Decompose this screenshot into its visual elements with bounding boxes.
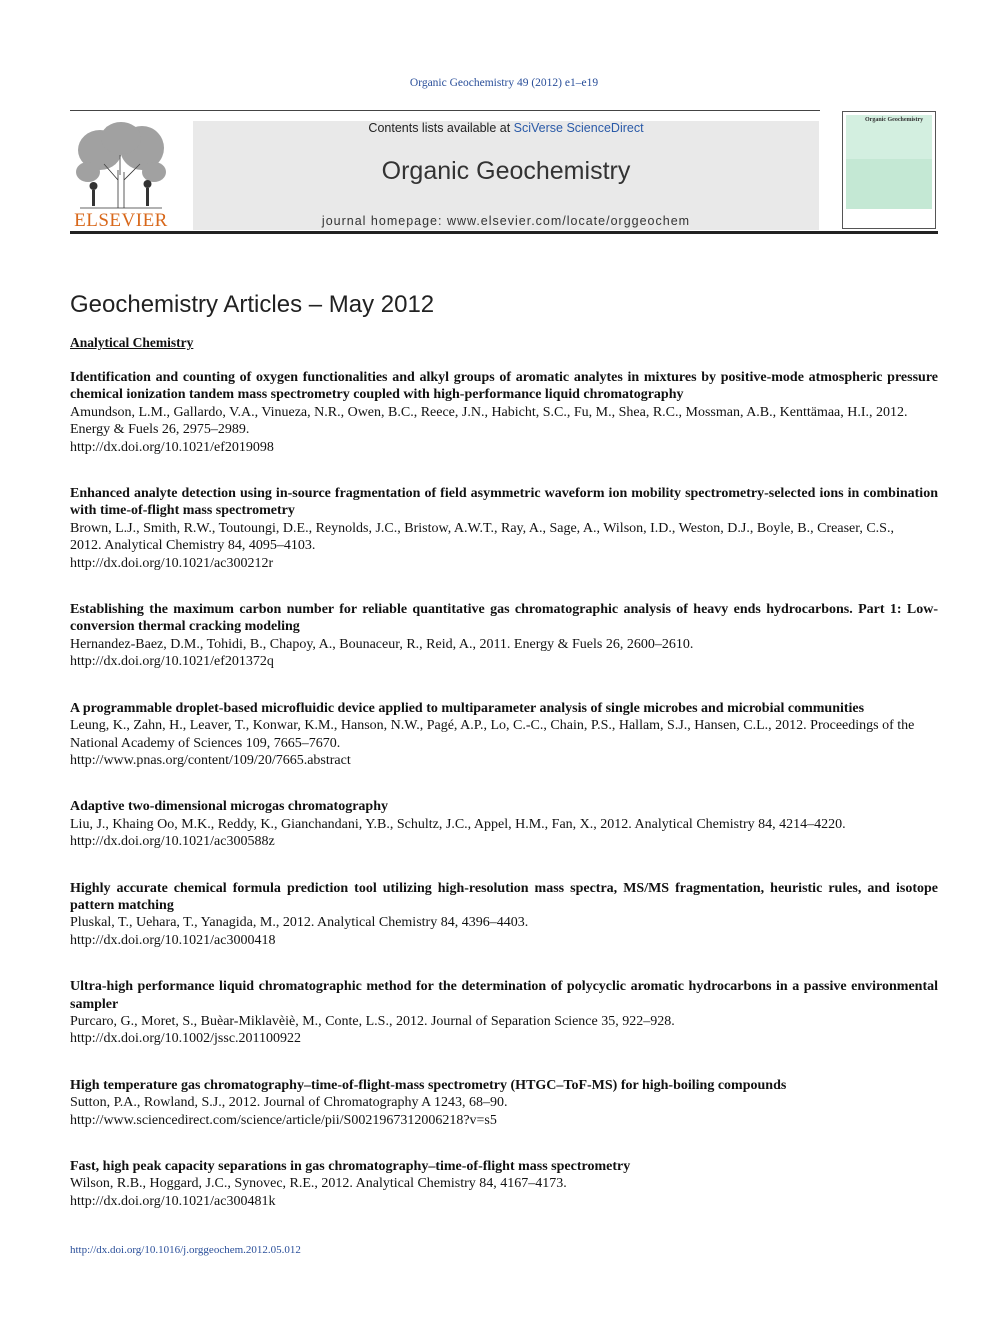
contents-prefix: Contents lists available at — [368, 121, 514, 135]
article-authors: Pluskal, T., Uehara, T., Yanagida, M., 2012. Analytical Chemistry 84, 4396–4403. — [70, 915, 529, 931]
article-doi-link[interactable]: http://dx.doi.org/10.1021/ac3000418 — [70, 932, 276, 948]
cover-title: Organic Geochemistry — [865, 117, 924, 123]
article-doi-link[interactable]: http://dx.doi.org/10.1002/jssc.201100922 — [70, 1031, 302, 1047]
elsevier-logo — [70, 120, 172, 232]
article-authors: Leung, K., Zahn, H., Leaver, T., Konwar, K.M., Hanson, N.W., Pagé, A.P., Lo, C.-C., Chain, P.S., Hallam, S.J., Hansen, C.L., 2012. Proceedings of the — [70, 718, 915, 734]
article-authors: Sutton, P.A., Rowland, S.J., 2012. Journal of Chromatography A 1243, 68–90. — [70, 1095, 508, 1111]
journal-title: Organic Geochemistry — [381, 157, 631, 185]
journal-masthead — [193, 121, 819, 230]
article-entry — [70, 485, 938, 572]
article-authors: Liu, J., Khaing Oo, M.K., Reddy, K., Gianchandani, Y.B., Schultz, J.C., Appel, H.M., Fan, X., 2012. Analytical Chemistry 84, 4214–4220. — [70, 816, 846, 832]
article-title: Enhanced analyte detection using in-source fragmentation of field asymmetric waveform ion mobility spectrometry-selected ions in combination with time-of-flight mass spectrometry — [70, 486, 938, 519]
article-doi-link[interactable]: http://dx.doi.org/10.1021/ac300212r — [70, 555, 274, 571]
header-rule — [70, 110, 820, 111]
elsevier-tree-icon — [70, 120, 172, 210]
journal-cover-thumbnail — [842, 111, 936, 229]
article-entry — [70, 369, 938, 456]
article-source: National Academy of Sciences 109, 7665–7670. — [70, 735, 341, 751]
article-authors: Wilson, R.B., Hoggard, J.C., Synovec, R.E., 2012. Analytical Chemistry 84, 4167–4173. — [70, 1176, 567, 1192]
article-title: Ultra-high performance liquid chromatographic method for the determination of polycyclic aromatic hydrocarbons in a passive environmental sampler — [70, 979, 938, 1012]
article-title: High temperature gas chromatography–time-of-flight-mass spectrometry (HTGC–ToF-MS) for high-boiling compounds — [70, 1077, 787, 1093]
article-entry — [70, 1158, 938, 1210]
footer-doi-link[interactable]: http://dx.doi.org/10.1016/j.orggeochem.2012.05.012 — [70, 1244, 301, 1256]
contents-availability — [193, 121, 819, 135]
cover-bottom-panel — [846, 159, 932, 209]
article-list — [70, 369, 938, 1210]
article-title: Adaptive two-dimensional microgas chromatography — [70, 799, 388, 815]
article-title: Fast, high peak capacity separations in gas chromatography–time-of-flight mass spectrometry — [70, 1159, 631, 1174]
article-authors: Purcaro, G., Moret, S., Buèar-Miklavèiè, M., Conte, L.S., 2012. Journal of Separation Science 35, 922–928. — [70, 1013, 675, 1029]
article-authors: Brown, L.J., Smith, R.W., Toutoungi, D.E., Reynolds, J.C., Bristow, A.W.T., Ray, A., Sage, A., Wilson, I.D., Weston, D.J., Boyle, B., Creaser, C.S., — [70, 520, 894, 536]
article-entry — [70, 798, 938, 850]
article-entry — [70, 880, 938, 950]
article-entry — [70, 601, 938, 671]
article-authors: Amundson, L.M., Gallardo, V.A., Vinueza, N.R., Owen, B.C., Reece, J.N., Habicht, S.C., Fu, M., Shea, R.C., Mossman, A.B., Kenttämaa, H.I., 2012. — [70, 404, 908, 420]
article-entry — [70, 978, 938, 1048]
section-heading: Analytical Chemistry — [70, 335, 194, 350]
article-entry — [70, 1077, 938, 1129]
article-title: Identification and counting of oxygen functionalities and alkyl groups of aromatic analytes in mixtures by positive-mode atmospheric pressure chemical ionization tandem mass spectrometry coupled with high-performance liquid chromatography — [70, 370, 938, 403]
article-doi-link[interactable]: http://dx.doi.org/10.1021/ef201372q — [70, 654, 274, 670]
article-title: Highly accurate chemical formula prediction tool utilizing high-resolution mass spectra, MS/MS fragmentation, heuristic rules, and isotope pattern matching — [70, 880, 938, 913]
article-doi-link[interactable]: http://dx.doi.org/10.1021/ac300481k — [70, 1193, 276, 1209]
sciencedirect-link[interactable]: SciVerse ScienceDirect — [513, 121, 644, 135]
article-source: 2012. Analytical Chemistry 84, 4095–4103. — [70, 538, 316, 554]
journal-citation[interactable]: Organic Geochemistry 49 (2012) e1–e19 — [409, 77, 599, 89]
article-doi-link[interactable]: http://www.sciencedirect.com/science/article/pii/S0021967312006218?v=s5 — [70, 1112, 497, 1128]
masthead-rule — [70, 231, 938, 234]
article-doi-link[interactable]: http://dx.doi.org/10.1021/ac300588z — [70, 834, 275, 850]
article-doi-link[interactable]: http://dx.doi.org/10.1021/ef2019098 — [70, 439, 274, 455]
article-doi-link[interactable]: http://www.pnas.org/content/109/20/7665.abstract — [70, 752, 351, 768]
journal-homepage[interactable]: journal homepage: www.elsevier.com/locate/orggeochem — [321, 214, 691, 228]
article-authors: Hernandez-Baez, D.M., Tohidi, B., Chapoy, A., Bounaceur, R., Reid, A., 2011. Energy & Fuels 26, 2600–2610. — [70, 636, 694, 652]
article-entry — [70, 700, 938, 770]
article-source: Energy & Fuels 26, 2975–2989. — [70, 422, 250, 438]
article-title: Establishing the maximum carbon number for reliable quantitative gas chromatographic analysis of heavy ends hydrocarbons. Part 1: Low-conversion thermal cracking modeling — [70, 602, 938, 635]
article-title: A programmable droplet-based microfluidic device applied to multiparameter analysis of single microbes and microbial communities — [70, 700, 865, 716]
elsevier-wordmark: ELSEVIER — [74, 210, 168, 231]
page-title: Geochemistry Articles – May 2012 — [70, 291, 435, 318]
